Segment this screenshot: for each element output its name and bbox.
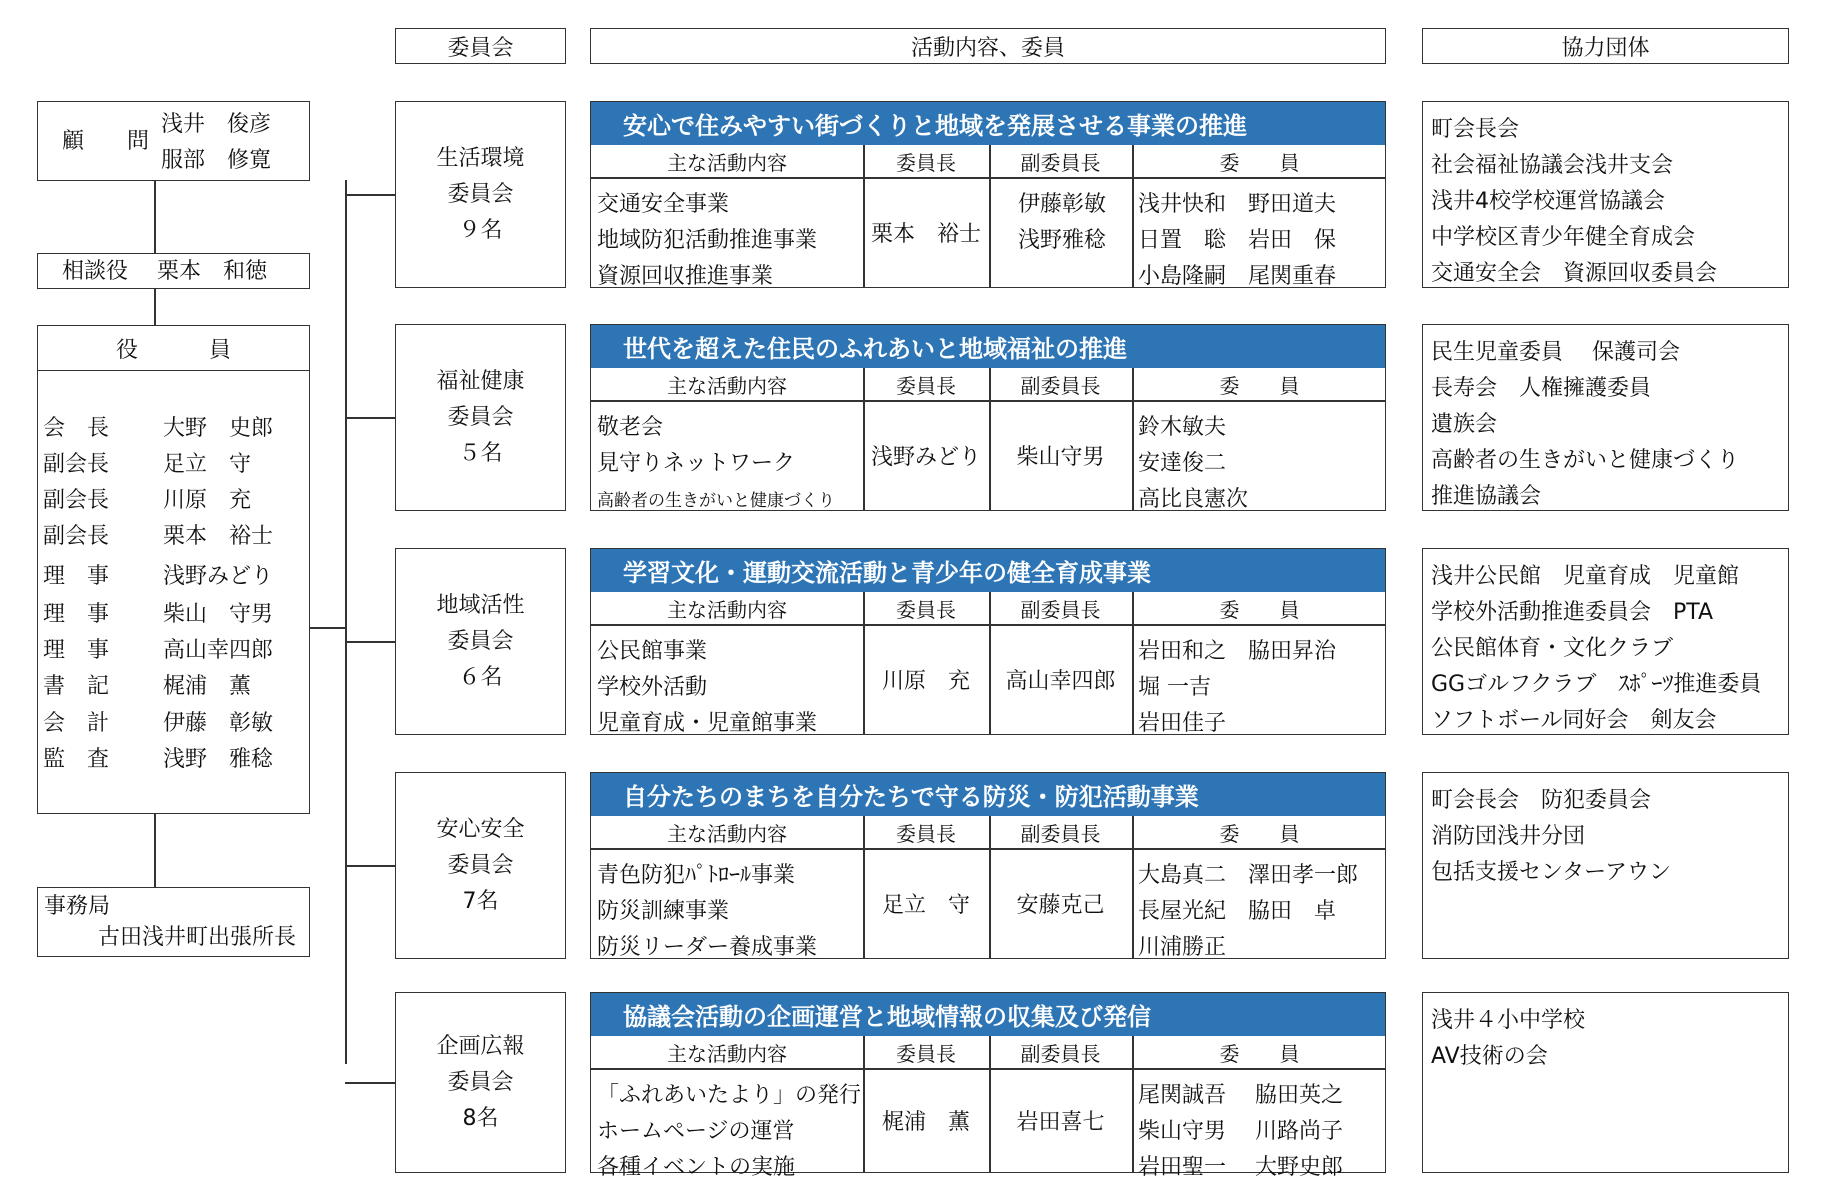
officer-role: 副会長 xyxy=(43,488,110,513)
officer-row xyxy=(43,669,251,700)
committee-suffix: 委員会 xyxy=(447,404,514,430)
committee-box xyxy=(395,101,566,288)
connector-line xyxy=(345,865,395,867)
member-names: 日置 聡 岩田 保 xyxy=(1138,228,1337,253)
col-head-chair: 委員長 xyxy=(896,821,956,846)
connector-line xyxy=(345,194,395,196)
advisor-name-1: 浅井 俊彦 xyxy=(161,112,272,137)
activity-grid xyxy=(591,816,1385,958)
officer-row xyxy=(43,742,273,773)
cooperating-box xyxy=(1422,101,1789,288)
col-head-chair: 委員長 xyxy=(896,150,956,175)
vice-name: 柴山守男 xyxy=(1016,444,1105,470)
cooperating-org: GGゴルフクラブ ｽﾎﾟｰﾂ推進委員 xyxy=(1431,672,1762,697)
cooperating-org: 遺族会 xyxy=(1431,412,1498,437)
officer-name: 高山幸四郎 xyxy=(163,638,274,663)
col-head-members: 委 員 xyxy=(1219,150,1300,175)
activity-item: 児童育成・児童館事業 xyxy=(597,711,818,736)
activity-box xyxy=(590,772,1386,959)
chair-name: 足立 守 xyxy=(881,892,970,918)
activity-grid xyxy=(591,145,1385,287)
officer-name: 柴山 守男 xyxy=(163,602,274,627)
cooperating-org: AV技術の会 xyxy=(1431,1044,1548,1069)
header-cooperating xyxy=(1422,28,1789,64)
committee-name: 生活環境 xyxy=(436,145,525,171)
activity-item: 学校外活動 xyxy=(597,675,708,700)
column-divider xyxy=(989,145,991,287)
member-names: 安達俊二 xyxy=(1138,451,1227,476)
cooperating-box xyxy=(1422,772,1789,959)
officer-row xyxy=(43,559,273,590)
cooperating-org: 浅井4校学校運営協議会 xyxy=(1431,189,1665,214)
cooperating-box xyxy=(1422,992,1789,1173)
officer-name: 足立 守 xyxy=(163,452,252,477)
cooperating-org: 高齢者の生きがいと健康づくり xyxy=(1431,448,1740,473)
committee-count: ５名 xyxy=(458,440,503,466)
vice-name: 高山幸四郎 xyxy=(1005,668,1116,694)
officer-role: 理 事 xyxy=(43,638,110,663)
col-head-members: 委 員 xyxy=(1219,1041,1300,1066)
member-names: 岩田聖一 大野史郎 xyxy=(1138,1155,1343,1180)
officer-row xyxy=(43,411,273,442)
col-head-vice: 副委員長 xyxy=(1020,1041,1101,1066)
committee-suffix: 委員会 xyxy=(447,852,514,878)
officer-role: 理 事 xyxy=(43,564,110,589)
committee-box xyxy=(395,548,566,735)
col-head-vice: 副委員長 xyxy=(1020,150,1101,175)
cooperating-org: 中学校区青少年健全育成会 xyxy=(1431,225,1696,250)
activity-title: 安心で住みやすい街づくりと地域を発展させる事業の推進 xyxy=(591,102,1385,145)
connector-line xyxy=(345,180,347,1064)
officers-header xyxy=(38,326,309,371)
activity-item: 「ふれあいたより」の発行 xyxy=(597,1083,862,1108)
officer-row xyxy=(43,633,273,664)
col-head-members: 委 員 xyxy=(1219,821,1300,846)
header-activities xyxy=(590,28,1386,64)
cooperating-org: 公民館体育・文化クラブ xyxy=(1431,636,1674,661)
col-head-main: 主な活動内容 xyxy=(667,821,787,846)
officers-box xyxy=(37,325,310,814)
activity-box xyxy=(590,101,1386,288)
activity-item: 公民館事業 xyxy=(597,639,708,664)
officer-role: 監 査 xyxy=(43,747,110,772)
committee-count: ９名 xyxy=(458,217,503,243)
activity-grid xyxy=(591,1036,1385,1180)
vice-name: 浅野雅稔 xyxy=(1018,228,1107,253)
vice-name: 伊藤彰敏 xyxy=(1018,192,1107,217)
member-names: 大島真二 澤田孝一郎 xyxy=(1138,863,1359,888)
member-names: 堀 一吉 xyxy=(1138,675,1211,700)
committee-name: 企画広報 xyxy=(436,1033,525,1059)
member-names: 鈴木敏夫 xyxy=(1138,415,1227,440)
member-names: 浅井快和 野田道夫 xyxy=(1138,192,1337,217)
cooperating-org: 町会長会 xyxy=(1431,117,1520,142)
chair-name: 栗本 裕士 xyxy=(870,221,981,247)
activity-box xyxy=(590,992,1386,1180)
header-cooperating-label: 協力団体 xyxy=(1561,35,1650,61)
activity-item: ホームページの運営 xyxy=(597,1119,795,1144)
column-divider xyxy=(1132,592,1134,734)
col-head-members: 委 員 xyxy=(1219,373,1300,398)
cooperating-org: ソフトボール同好会 剣友会 xyxy=(1431,708,1717,733)
header-committee xyxy=(395,28,566,64)
col-head-main: 主な活動内容 xyxy=(667,373,787,398)
chair-name: 梶浦 薫 xyxy=(881,1109,970,1135)
activity-box xyxy=(590,548,1386,735)
col-head-vice: 副委員長 xyxy=(1020,373,1101,398)
activity-item: 資源回収推進事業 xyxy=(597,264,774,289)
header-committee-label: 委員会 xyxy=(447,35,514,61)
officer-row xyxy=(43,597,273,628)
col-head-members: 委 員 xyxy=(1219,597,1300,622)
chair-name: 浅野みどり xyxy=(870,444,981,470)
col-head-main: 主な活動内容 xyxy=(667,597,787,622)
col-head-chair: 委員長 xyxy=(896,1041,956,1066)
activity-title: 世代を超えた住民のふれあいと地域福祉の推進 xyxy=(591,325,1385,368)
col-head-main: 主な活動内容 xyxy=(667,150,787,175)
committee-count: 7名 xyxy=(462,888,499,914)
column-divider xyxy=(1132,368,1134,510)
activity-item: 敬老会 xyxy=(597,415,664,440)
activity-grid xyxy=(591,592,1385,734)
secretariat-box xyxy=(37,887,310,957)
member-names: 川浦勝正 xyxy=(1138,935,1227,960)
connector-line xyxy=(345,417,395,419)
activity-item: 高齢者の生きがいと健康づくり xyxy=(597,491,835,511)
activity-item: 見守りネットワーク xyxy=(597,451,796,476)
officers-header-label: 役 員 xyxy=(116,337,263,363)
activity-box xyxy=(590,324,1386,511)
connector-line xyxy=(154,181,156,253)
committee-box xyxy=(395,324,566,511)
cooperating-org: 消防団浅井分団 xyxy=(1431,824,1586,849)
committee-name: 安心安全 xyxy=(436,816,525,842)
committee-box xyxy=(395,992,566,1173)
cooperating-org: 浅井公民館 児童育成 児童館 xyxy=(1431,564,1740,589)
advisors-box xyxy=(37,101,310,181)
member-names: 岩田和之 脇田昇治 xyxy=(1138,639,1337,664)
member-names: 柴山守男 川路尚子 xyxy=(1138,1119,1343,1144)
cooperating-org: 包括支援センターアウン xyxy=(1431,860,1672,885)
officer-row xyxy=(43,519,273,550)
chair-name: 川原 充 xyxy=(881,668,970,694)
officer-row xyxy=(43,447,251,478)
vice-name: 安藤克己 xyxy=(1016,892,1105,918)
officer-name: 川原 充 xyxy=(163,488,252,513)
cooperating-box xyxy=(1422,324,1789,511)
cooperating-org: 浅井４小中学校 xyxy=(1431,1008,1586,1033)
committee-name: 地域活性 xyxy=(436,592,525,618)
activity-item: 各種イベントの実施 xyxy=(597,1155,796,1180)
cooperating-box xyxy=(1422,548,1789,735)
officer-name: 浅野 雅稔 xyxy=(163,747,274,772)
activity-title: 学習文化・運動交流活動と青少年の健全育成事業 xyxy=(591,549,1385,592)
activity-item: 防災訓練事業 xyxy=(597,899,730,924)
connector-line xyxy=(310,627,346,629)
cooperating-org: 推進協議会 xyxy=(1431,484,1542,509)
consultant-text: 相談役 栗本 和徳 xyxy=(62,259,267,284)
consultant-box xyxy=(37,253,310,289)
cooperating-org: 町会長会 防犯委員会 xyxy=(1431,788,1652,813)
officer-name: 梶浦 薫 xyxy=(163,674,252,699)
officer-row xyxy=(43,483,251,514)
committee-count: ６名 xyxy=(458,664,503,690)
officer-name: 伊藤 彰敏 xyxy=(163,711,274,736)
activity-title: 協議会活動の企画運営と地域情報の収集及び発信 xyxy=(591,993,1385,1036)
cooperating-org: 学校外活動推進委員会 PTA xyxy=(1431,600,1714,625)
activity-item: 防災リーダー養成事業 xyxy=(597,935,818,960)
col-head-main: 主な活動内容 xyxy=(667,1041,787,1066)
committee-box xyxy=(395,772,566,959)
committee-suffix: 委員会 xyxy=(447,628,514,654)
secretariat-name: 古田浅井町出張所長 xyxy=(98,925,297,950)
officer-role: 理 事 xyxy=(43,602,110,627)
officer-role: 副会長 xyxy=(43,524,110,549)
connector-line xyxy=(345,641,395,643)
committee-count: 8名 xyxy=(462,1105,499,1131)
activity-grid xyxy=(591,368,1385,510)
cooperating-org: 民生児童委員 保護司会 xyxy=(1431,340,1680,365)
member-names: 尾関誠吾 脇田英之 xyxy=(1138,1083,1343,1108)
col-head-chair: 委員長 xyxy=(896,373,956,398)
col-head-vice: 副委員長 xyxy=(1020,597,1101,622)
member-names: 長屋光紀 脇田 卓 xyxy=(1138,899,1337,924)
advisors-label: 顧 問 xyxy=(62,129,167,154)
officer-role: 副会長 xyxy=(43,452,110,477)
column-divider xyxy=(1132,145,1134,287)
col-head-vice: 副委員長 xyxy=(1020,821,1101,846)
committee-suffix: 委員会 xyxy=(447,1069,514,1095)
col-head-chair: 委員長 xyxy=(896,597,956,622)
officer-name: 大野 史郎 xyxy=(163,416,274,441)
committee-suffix: 委員会 xyxy=(447,181,514,207)
activity-title: 自分たちのまちを自分たちで守る防災・防犯活動事業 xyxy=(591,773,1385,816)
column-divider xyxy=(1132,816,1134,958)
connector-line xyxy=(345,1082,395,1084)
advisor-name-2: 服部 修寛 xyxy=(161,148,272,173)
member-names: 高比良憲次 xyxy=(1138,487,1249,512)
activity-item: 青色防犯ﾊﾟﾄﾛｰﾙ事業 xyxy=(597,863,796,888)
cooperating-org: 長寿会 人権擁護委員 xyxy=(1431,376,1652,401)
officer-name: 浅野みどり xyxy=(163,564,274,589)
cooperating-org: 交通安全会 資源回収委員会 xyxy=(1431,261,1718,286)
connector-line xyxy=(154,814,156,887)
member-names: 小島隆嗣 尾関重春 xyxy=(1138,264,1337,289)
activity-item: 交通安全事業 xyxy=(597,192,730,217)
secretariat-label: 事務局 xyxy=(44,894,111,919)
officer-name: 栗本 裕士 xyxy=(163,524,274,549)
officer-role: 書 記 xyxy=(43,674,110,699)
committee-name: 福祉健康 xyxy=(436,368,525,394)
officer-role: 会 長 xyxy=(43,416,110,441)
officer-role: 会 計 xyxy=(43,711,110,736)
officer-row xyxy=(43,706,273,737)
vice-name: 岩田喜七 xyxy=(1016,1109,1105,1135)
column-divider xyxy=(1132,1036,1134,1172)
activity-item: 地域防犯活動推進事業 xyxy=(597,228,818,253)
connector-line xyxy=(154,289,156,325)
member-names: 岩田佳子 xyxy=(1138,711,1227,736)
cooperating-org: 社会福祉協議会浅井支会 xyxy=(1431,153,1674,178)
header-activities-label: 活動内容、委員 xyxy=(910,35,1065,61)
